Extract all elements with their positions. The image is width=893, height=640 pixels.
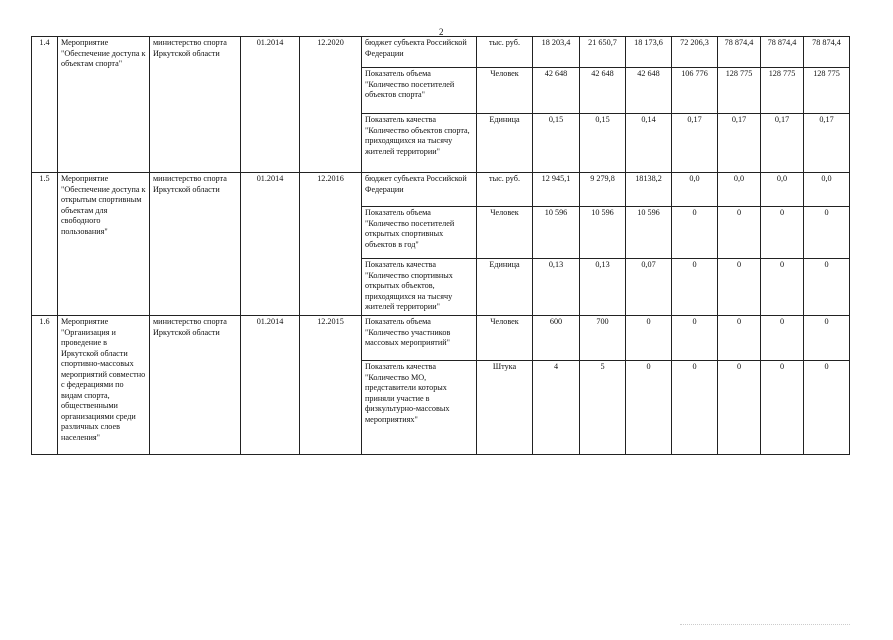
row-id: 1.6	[32, 316, 58, 455]
unit: Единица	[477, 114, 533, 173]
value-cell: 0	[804, 316, 850, 361]
end-date: 12.2015	[300, 316, 362, 455]
table-row	[32, 37, 850, 68]
value-cell: 42 648	[626, 68, 672, 114]
value-cell: 42 648	[533, 68, 580, 114]
value-cell: 0	[761, 361, 804, 455]
value-cell: 0,13	[580, 259, 626, 316]
unit: тыс. руб.	[477, 173, 533, 207]
value-cell: 0,17	[804, 114, 850, 173]
value-cell: 0,15	[580, 114, 626, 173]
activity-name: Мероприятие "Организация и проведение в Иркутской области спортивно-массовых мероприятий совместно с федерациями по видам спорта, общественными организациями среди различных слоев населения"	[58, 316, 150, 455]
value-cell: 0	[626, 316, 672, 361]
value-cell: 18 203,4	[533, 37, 580, 68]
value-cell: 0,17	[761, 114, 804, 173]
indicator: Показатель объема "Количество посетителей открытых спортивных объектов в год"	[362, 207, 477, 259]
value-cell: 78 874,4	[718, 37, 761, 68]
start-date: 01.2014	[241, 316, 300, 455]
value-cell: 0,07	[626, 259, 672, 316]
row-id: 1.5	[32, 173, 58, 316]
value-cell: 10 596	[626, 207, 672, 259]
executor: министерство спорта Иркутской области	[150, 37, 241, 173]
program-table	[31, 36, 850, 455]
indicator: Показатель объема "Количество посетителей объектов спорта"	[362, 68, 477, 114]
value-cell: 72 206,3	[672, 37, 718, 68]
unit: Человек	[477, 316, 533, 361]
value-cell: 78 874,4	[804, 37, 850, 68]
value-cell: 0	[804, 207, 850, 259]
value-cell: 12 945,1	[533, 173, 580, 207]
value-cell: 128 775	[804, 68, 850, 114]
value-cell: 0	[718, 207, 761, 259]
value-cell: 0	[804, 259, 850, 316]
value-cell: 128 775	[761, 68, 804, 114]
unit: Штука	[477, 361, 533, 455]
value-cell: 0	[672, 207, 718, 259]
end-date: 12.2020	[300, 37, 362, 173]
value-cell: 0,0	[672, 173, 718, 207]
indicator: Показатель качества "Количество объектов спорта, приходящихся на тысячу жителей территории"	[362, 114, 477, 173]
indicator: Показатель качества "Количество МО, представители которых приняли участие в физкультурно-массовых мероприятиях"	[362, 361, 477, 455]
unit: тыс. руб.	[477, 37, 533, 68]
value-cell: 106 776	[672, 68, 718, 114]
table-row	[32, 316, 850, 361]
value-cell: 78 874,4	[761, 37, 804, 68]
value-cell: 0	[626, 361, 672, 455]
value-cell: 0,15	[533, 114, 580, 173]
value-cell: 0	[718, 361, 761, 455]
activity-name: Мероприятие "Обеспечение доступа к объектам спорта"	[58, 37, 150, 173]
start-date: 01.2014	[241, 173, 300, 316]
value-cell: 0,0	[804, 173, 850, 207]
table-row	[32, 173, 850, 207]
scan-artifact	[680, 624, 850, 627]
value-cell: 9 279,8	[580, 173, 626, 207]
value-cell: 0,13	[533, 259, 580, 316]
value-cell: 700	[580, 316, 626, 361]
value-cell: 0	[672, 361, 718, 455]
unit: Единица	[477, 259, 533, 316]
value-cell: 0,17	[672, 114, 718, 173]
value-cell: 0	[718, 259, 761, 316]
value-cell: 0,17	[718, 114, 761, 173]
indicator: Показатель качества "Количество спортивных открытых объектов, приходящихся на тысячу жителей территории"	[362, 259, 477, 316]
value-cell: 0	[804, 361, 850, 455]
value-cell: 42 648	[580, 68, 626, 114]
value-cell: 0,14	[626, 114, 672, 173]
unit: Человек	[477, 68, 533, 114]
value-cell: 0,0	[718, 173, 761, 207]
value-cell: 0	[672, 316, 718, 361]
end-date: 12.2016	[300, 173, 362, 316]
value-cell: 21 650,7	[580, 37, 626, 68]
value-cell: 0	[761, 259, 804, 316]
value-cell: 10 596	[580, 207, 626, 259]
value-cell: 10 596	[533, 207, 580, 259]
value-cell: 0	[761, 207, 804, 259]
row-id: 1.4	[32, 37, 58, 173]
value-cell: 0	[761, 316, 804, 361]
value-cell: 5	[580, 361, 626, 455]
value-cell: 4	[533, 361, 580, 455]
indicator: бюджет субъекта Российской Федерации	[362, 37, 477, 68]
value-cell: 128 775	[718, 68, 761, 114]
value-cell: 18 173,6	[626, 37, 672, 68]
unit: Человек	[477, 207, 533, 259]
indicator: Показатель объема "Количество участников массовых мероприятий"	[362, 316, 477, 361]
value-cell: 0	[718, 316, 761, 361]
indicator: бюджет субъекта Российской Федерации	[362, 173, 477, 207]
page-number: 2	[439, 27, 444, 37]
executor: министерство спорта Иркутской области	[150, 316, 241, 455]
start-date: 01.2014	[241, 37, 300, 173]
value-cell: 0	[672, 259, 718, 316]
activity-name: Мероприятие "Обеспечение доступа к открытым спортивным объектам для свободного пользования"	[58, 173, 150, 316]
value-cell: 0,0	[761, 173, 804, 207]
value-cell: 600	[533, 316, 580, 361]
executor: министерство спорта Иркутской области	[150, 173, 241, 316]
value-cell: 18138,2	[626, 173, 672, 207]
